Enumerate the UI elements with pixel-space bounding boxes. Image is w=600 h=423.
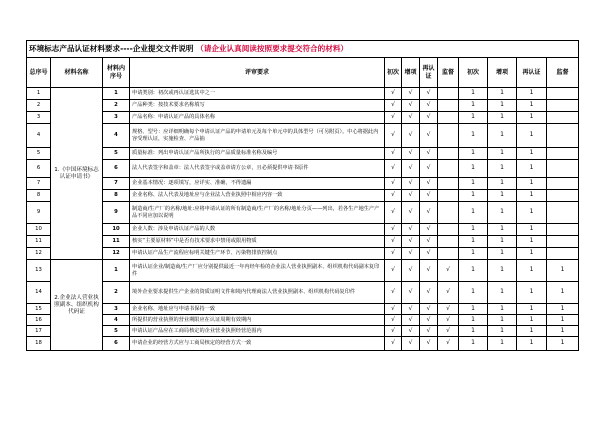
review-requirement: 申请类别：初次或再认证选其中之一 (130, 88, 385, 100)
check-mark: √ (420, 178, 438, 190)
check-mark: √ (402, 100, 420, 112)
material-seq: 10 (103, 224, 130, 236)
header-add-2: 增项 (488, 58, 517, 88)
count-value: 1 (459, 304, 488, 315)
table-row (27, 100, 579, 112)
count-value: 1 (488, 337, 517, 351)
count-value: 1 (488, 100, 517, 112)
table-row (27, 337, 579, 351)
count-value: 1 (517, 224, 547, 236)
header-recert-2: 再认证 (517, 58, 547, 88)
review-requirement: 申请认证企业/制造商/生产厂应分别提供最近一年内经年检的企业法人营业执照副本、组织机构代码副本复印件 (130, 260, 385, 282)
check-mark (438, 190, 459, 202)
table-row (27, 224, 579, 236)
material-seq: 6 (103, 160, 130, 178)
table-row (27, 236, 579, 248)
table-row (27, 304, 579, 315)
header-initial-2: 初次 (459, 58, 488, 88)
review-requirement: 规格、型号：应详细明确每个申请认证产品的申请单元及每个单元中的具体型号（可另附页）。中心将据此内容受理认证，实施检查、产品抽 (130, 124, 385, 148)
check-mark: √ (385, 88, 402, 100)
count-value: 1 (517, 260, 547, 282)
count-value: 1 (488, 315, 517, 326)
check-mark (438, 100, 459, 112)
row-seq: 9 (27, 202, 51, 224)
count-value (547, 236, 579, 248)
count-value: 1 (517, 236, 547, 248)
material-seq: 1 (103, 88, 130, 100)
count-value (547, 224, 579, 236)
check-mark: √ (402, 282, 420, 304)
check-mark: √ (420, 248, 438, 260)
count-value: 1 (488, 224, 517, 236)
check-mark: √ (402, 236, 420, 248)
check-mark: √ (438, 304, 459, 315)
review-requirement: 产品名称：申请认证产品的具体名称 (130, 112, 385, 124)
count-value: 1 (517, 304, 547, 315)
count-value: 1 (459, 124, 488, 148)
check-mark: √ (438, 260, 459, 282)
table-row (27, 178, 579, 190)
review-requirement: 企业名称、法人代表及地址应与企业法人营业执照中相应内容一致 (130, 190, 385, 202)
check-mark: √ (438, 326, 459, 337)
material-seq: 2 (103, 282, 130, 304)
row-seq: 12 (27, 248, 51, 260)
count-value (547, 148, 579, 160)
check-mark: √ (402, 248, 420, 260)
page-title: 环境标志产品认证材料要求----企业提交文件说明 (29, 43, 194, 53)
count-value: 1 (547, 260, 579, 282)
count-value: 1 (459, 190, 488, 202)
review-requirement: 企业名称、地址应与申请书保持一致 (130, 304, 385, 315)
material-seq: 3 (103, 304, 130, 315)
check-mark: √ (402, 315, 420, 326)
table-row (27, 326, 579, 337)
material-category: 1.《中国环境标志认证申请书》 (51, 88, 103, 260)
table-row (27, 282, 579, 304)
review-requirement: 制造商/生产厂的名称/地址:应将申请认证的所有制造商/生产厂的名称/地址分页——列出，若各生产地生产产品不同应加以说明 (130, 202, 385, 224)
check-mark: √ (420, 236, 438, 248)
material-seq: 2 (103, 100, 130, 112)
count-value: 1 (517, 148, 547, 160)
check-mark: √ (385, 112, 402, 124)
count-value: 1 (488, 248, 517, 260)
row-seq: 17 (27, 326, 51, 337)
check-mark: √ (385, 124, 402, 148)
count-value: 1 (517, 315, 547, 326)
check-mark (438, 124, 459, 148)
count-value: 1 (459, 315, 488, 326)
check-mark: √ (420, 112, 438, 124)
check-mark: √ (402, 326, 420, 337)
material-seq: 3 (103, 112, 130, 124)
check-mark: √ (438, 282, 459, 304)
count-value (547, 124, 579, 148)
review-requirement: 质量标准：列出申请认证产品所执行的产品质量标准名称及编号 (130, 148, 385, 160)
count-value: 1 (517, 190, 547, 202)
count-value: 1 (488, 236, 517, 248)
review-requirement: 企业基本情况：逐项填写，应详实、准确，不得遗漏 (130, 178, 385, 190)
count-value: 1 (547, 282, 579, 304)
row-seq: 8 (27, 190, 51, 202)
row-seq: 10 (27, 224, 51, 236)
count-value: 1 (488, 304, 517, 315)
row-seq: 1 (27, 88, 51, 100)
requirements-table (26, 40, 579, 351)
row-seq: 3 (27, 112, 51, 124)
table-row (27, 148, 579, 160)
header-seq: 总序号 (27, 58, 51, 88)
title-row (27, 41, 579, 58)
check-mark: √ (385, 315, 402, 326)
count-value: 1 (488, 88, 517, 100)
check-mark: √ (385, 248, 402, 260)
check-mark: √ (385, 326, 402, 337)
material-seq: 4 (103, 315, 130, 326)
check-mark: √ (420, 100, 438, 112)
count-value: 1 (488, 124, 517, 148)
check-mark: √ (420, 304, 438, 315)
table-row (27, 160, 579, 178)
count-value: 1 (488, 260, 517, 282)
check-mark: √ (385, 224, 402, 236)
check-mark: √ (420, 260, 438, 282)
count-value: 1 (459, 337, 488, 351)
count-value: 1 (547, 304, 579, 315)
row-seq: 18 (27, 337, 51, 351)
check-mark: √ (402, 88, 420, 100)
check-mark: √ (402, 160, 420, 178)
check-mark: √ (420, 337, 438, 351)
check-mark: √ (438, 337, 459, 351)
table-row (27, 260, 579, 282)
check-mark: √ (385, 304, 402, 315)
check-mark (438, 202, 459, 224)
check-mark: √ (402, 202, 420, 224)
check-mark (438, 248, 459, 260)
check-mark: √ (385, 282, 402, 304)
count-value (547, 112, 579, 124)
check-mark: √ (420, 88, 438, 100)
check-mark: √ (402, 337, 420, 351)
count-value: 1 (517, 160, 547, 178)
count-value: 1 (488, 112, 517, 124)
check-mark: √ (385, 178, 402, 190)
count-value: 1 (517, 112, 547, 124)
check-mark (438, 178, 459, 190)
count-value (547, 88, 579, 100)
count-value: 1 (459, 100, 488, 112)
table-row (27, 248, 579, 260)
material-seq: 6 (103, 337, 130, 351)
count-value (547, 248, 579, 260)
check-mark (438, 160, 459, 178)
check-mark: √ (420, 282, 438, 304)
count-value (547, 178, 579, 190)
check-mark: √ (438, 315, 459, 326)
count-value: 1 (517, 282, 547, 304)
count-value: 1 (517, 178, 547, 190)
check-mark: √ (385, 190, 402, 202)
header-material-name: 材料名称 (51, 58, 103, 88)
material-category: 2.企业法人营业执照副本、组织机构代码证 (51, 260, 103, 351)
check-mark: √ (420, 190, 438, 202)
count-value: 1 (517, 337, 547, 351)
header-supervision: 监督 (438, 58, 459, 88)
check-mark: √ (402, 260, 420, 282)
count-value: 1 (517, 202, 547, 224)
review-requirement: 核实“主要原材料”中是否有技术要求中禁用或限用物质 (130, 236, 385, 248)
header-supervision-2: 监督 (547, 58, 579, 88)
table-row (27, 112, 579, 124)
review-requirement: 所提供的营业执照的营业期限应在认证周期有效期内 (130, 315, 385, 326)
material-seq: 9 (103, 202, 130, 224)
count-value: 1 (547, 315, 579, 326)
table-row (27, 190, 579, 202)
check-mark: √ (402, 304, 420, 315)
material-seq: 1 (103, 260, 130, 282)
header-review: 评审要求 (130, 58, 385, 88)
check-mark: √ (420, 326, 438, 337)
count-value (547, 202, 579, 224)
count-value: 1 (459, 148, 488, 160)
header-recert: 再认证 (420, 58, 438, 88)
count-value: 1 (547, 337, 579, 351)
count-value: 1 (488, 160, 517, 178)
check-mark: √ (385, 236, 402, 248)
check-mark: √ (420, 224, 438, 236)
row-seq: 5 (27, 148, 51, 160)
count-value: 1 (517, 326, 547, 337)
count-value: 1 (488, 282, 517, 304)
row-seq: 6 (27, 160, 51, 178)
check-mark (438, 148, 459, 160)
check-mark (438, 224, 459, 236)
table-row (27, 202, 579, 224)
requirements-sheet (26, 40, 578, 351)
check-mark (438, 236, 459, 248)
count-value: 1 (459, 202, 488, 224)
count-value: 1 (459, 236, 488, 248)
check-mark: √ (402, 190, 420, 202)
check-mark: √ (420, 202, 438, 224)
check-mark: √ (385, 148, 402, 160)
check-mark: √ (402, 178, 420, 190)
row-seq: 16 (27, 315, 51, 326)
check-mark: √ (402, 124, 420, 148)
check-mark: √ (402, 224, 420, 236)
check-mark: √ (385, 260, 402, 282)
row-seq: 14 (27, 282, 51, 304)
check-mark: √ (402, 112, 420, 124)
count-value: 1 (488, 178, 517, 190)
table-row (27, 88, 579, 100)
count-value: 1 (517, 124, 547, 148)
row-seq: 13 (27, 260, 51, 282)
header-initial: 初次 (385, 58, 402, 88)
check-mark: √ (385, 337, 402, 351)
review-requirement: 申请企业的经营方式应与工商局核定的经营方式一致 (130, 337, 385, 351)
material-seq: 8 (103, 190, 130, 202)
check-mark: √ (420, 148, 438, 160)
count-value: 1 (459, 88, 488, 100)
material-seq: 7 (103, 178, 130, 190)
count-value: 1 (488, 190, 517, 202)
count-value (547, 160, 579, 178)
check-mark: √ (385, 160, 402, 178)
check-mark: √ (385, 100, 402, 112)
header-material-seq: 材料内序号 (103, 58, 130, 88)
header-row (27, 58, 579, 88)
material-seq: 4 (103, 124, 130, 148)
material-seq: 5 (103, 148, 130, 160)
review-requirement: 企业人数：涉及申请认证产品的人数 (130, 224, 385, 236)
count-value: 1 (517, 100, 547, 112)
material-seq: 11 (103, 236, 130, 248)
review-requirement: 法人代表签字和盖章：法人代表签字或盖章请方公章，且必须提供申请书原件 (130, 160, 385, 178)
row-seq: 7 (27, 178, 51, 190)
count-value: 1 (517, 248, 547, 260)
count-value: 1 (547, 326, 579, 337)
count-value: 1 (459, 224, 488, 236)
count-value: 1 (459, 160, 488, 178)
check-mark (438, 88, 459, 100)
header-add: 增项 (402, 58, 420, 88)
row-seq: 15 (27, 304, 51, 315)
count-value: 1 (517, 88, 547, 100)
check-mark: √ (420, 124, 438, 148)
count-value (547, 190, 579, 202)
table-row (27, 124, 579, 148)
count-value (547, 100, 579, 112)
review-requirement: 境外企业要求提供生产企业的资质证明文件和境内代理商法人营业执照副本、组织机构代码复印件 (130, 282, 385, 304)
count-value: 1 (488, 148, 517, 160)
material-seq: 12 (103, 248, 130, 260)
row-seq: 2 (27, 100, 51, 112)
count-value: 1 (459, 282, 488, 304)
review-requirement: 申请认证产品应在工商局核定的企业营业执照经营范围内 (130, 326, 385, 337)
check-mark: √ (402, 148, 420, 160)
count-value: 1 (488, 202, 517, 224)
title-note: （请企业认真阅读按照要求提交符合的材料） (196, 43, 349, 53)
review-requirement: 申请认证产品生产流程应标明关键生产环节、污染物排放控制点 (130, 248, 385, 260)
row-seq: 4 (27, 124, 51, 148)
row-seq: 11 (27, 236, 51, 248)
count-value: 1 (459, 248, 488, 260)
count-value: 1 (459, 326, 488, 337)
check-mark: √ (420, 160, 438, 178)
review-requirement: 产品种类：按技术要求名称填写 (130, 100, 385, 112)
table-row (27, 315, 579, 326)
count-value: 1 (459, 178, 488, 190)
check-mark: √ (420, 315, 438, 326)
count-value: 1 (459, 112, 488, 124)
check-mark: √ (385, 202, 402, 224)
material-seq: 5 (103, 326, 130, 337)
count-value: 1 (488, 326, 517, 337)
count-value: 1 (459, 260, 488, 282)
check-mark (438, 112, 459, 124)
